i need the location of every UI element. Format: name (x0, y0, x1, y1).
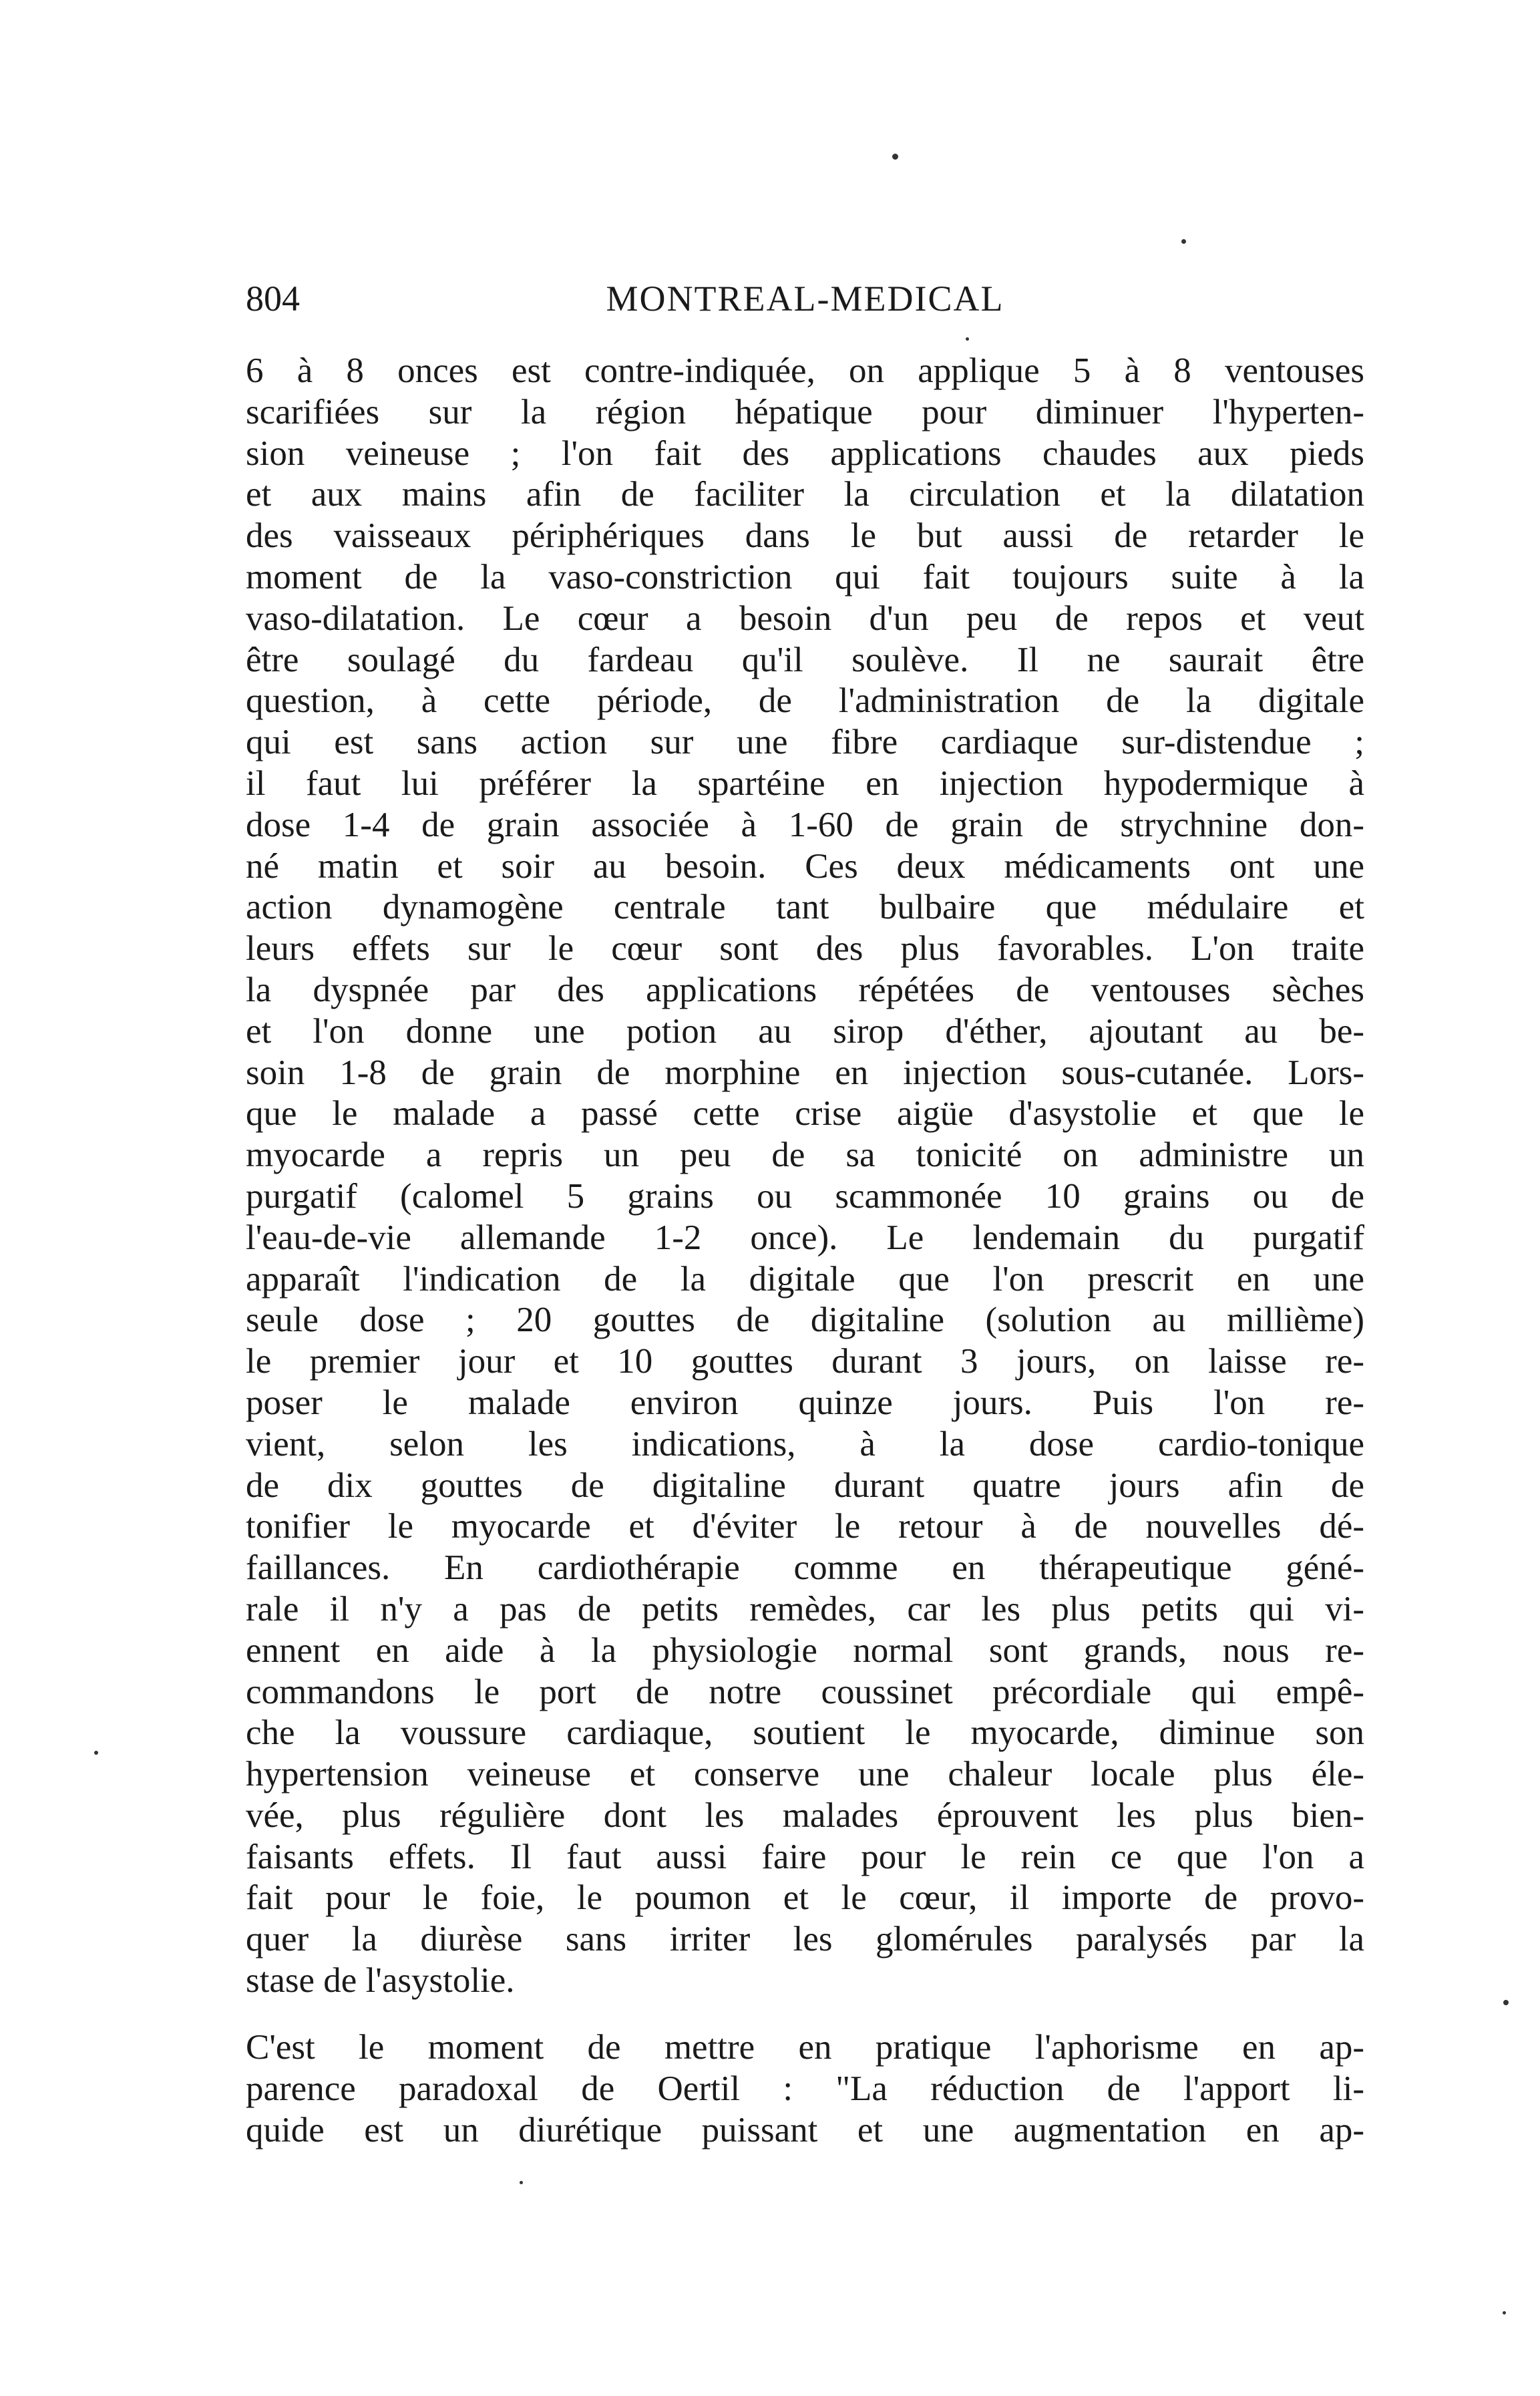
text-line: quide est un diurétique puissant et une augmentation en ap- (246, 2110, 1364, 2150)
paragraph-2 (246, 2027, 1364, 2151)
text-line: vaso-dilatation. Le cœur a besoin d'un peu de repos et veut (246, 598, 1364, 638)
text-line: C'est le moment de mettre en pratique l'aphorisme en ap- (246, 2028, 1364, 2067)
text-line: vée, plus régulière dont les malades éprouvent les plus bien- (246, 1795, 1364, 1835)
text-line: hypertension veineuse et conserve une chaleur locale plus éle- (246, 1755, 1364, 1794)
text-line: être soulagé du fardeau qu'il soulève. Il ne saurait être (246, 640, 1364, 679)
text-line: purgatif (calomel 5 grains ou scammonée 10 grains ou de (246, 1176, 1364, 1216)
text-line: rale il n'y a pas de petits remèdes, car les plus petits qui vi- (246, 1589, 1364, 1629)
scan-speck (94, 1751, 98, 1755)
text-line: tonifier le myocarde et d'éviter le retour à de nouvelles dé- (246, 1507, 1364, 1546)
text-line: de dix gouttes de digitaline durant quatre jours afin de (246, 1466, 1364, 1505)
text-line: fait pour le foie, le poumon et le cœur, il importe de provo- (246, 1878, 1364, 1918)
text-line: le premier jour et 10 gouttes durant 3 jours, on laisse re- (246, 1342, 1364, 1381)
scan-speck (892, 154, 898, 160)
page-number: 804 (246, 279, 300, 319)
scan-speck (1181, 239, 1186, 244)
text-line: apparaît l'indication de la digitale que l'on prescrit en une (246, 1259, 1364, 1299)
text-line: commandons le port de notre coussinet précordiale qui empê- (246, 1672, 1364, 1711)
text-line: leurs effets sur le cœur sont des plus favorables. L'on traite (246, 929, 1364, 969)
text-line: faillances. En cardiothérapie comme en thérapeutique géné- (246, 1548, 1364, 1588)
text-line: et l'on donne une potion au sirop d'éther, ajoutant au be- (246, 1011, 1364, 1051)
text-line: poser le malade environ quinze jours. Puis l'on re- (246, 1383, 1364, 1422)
running-title: MONTREAL-MEDICAL (606, 279, 1004, 319)
text-line: action dynamogène centrale tant bulbaire que médulaire et (246, 888, 1364, 927)
text-line: sion veineuse ; l'on fait des applications chaudes aux pieds (246, 434, 1364, 473)
text-line: scarifiées sur la région hépatique pour diminuer l'hyperten- (246, 392, 1364, 432)
scan-speck (520, 2181, 523, 2184)
text-line: la dyspnée par des applications répétées de ventouses sèches (246, 970, 1364, 1009)
text-line: que le malade a passé cette crise aigüe d'asystolie et que le (246, 1094, 1364, 1134)
text-line: né matin et soir au besoin. Ces deux médicaments ont une (246, 846, 1364, 886)
text-line: il faut lui préférer la spartéine en injection hypodermique à (246, 763, 1364, 803)
text-line: quer la diurèse sans irriter les glomérules paralysés par la (246, 1920, 1364, 1959)
text-line: et aux mains afin de faciliter la circulation et la dilatation (246, 475, 1364, 514)
scan-speck (1503, 2000, 1509, 2005)
scan-speck (966, 337, 969, 341)
text-line: parence paradoxal de Oertil : "La réduction de l'apport li- (246, 2069, 1364, 2108)
text-line: faisants effets. Il faut aussi faire pour le rein ce que l'on a (246, 1837, 1364, 1876)
text-line: question, à cette période, de l'administration de la digitale (246, 681, 1364, 721)
text-line: seule dose ; 20 gouttes de digitaline (solution au millième) (246, 1301, 1364, 1340)
text-line: myocarde a repris un peu de sa tonicité on administre un (246, 1136, 1364, 1175)
text-line: 6 à 8 onces est contre-indiquée, on applique 5 à 8 ventouses (246, 351, 1364, 390)
text-line: dose 1-4 de grain associée à 1-60 de grain de strychnine don- (246, 805, 1364, 844)
scan-speck (1503, 2311, 1506, 2315)
page-header (246, 269, 1364, 329)
text-line: des vaisseaux périphériques dans le but aussi de retarder le (246, 516, 1364, 556)
paragraph-1 (246, 351, 1364, 2002)
text-line: qui est sans action sur une fibre cardiaque sur-distendue ; (246, 723, 1364, 762)
text-line: l'eau-de-vie allemande 1-2 once). Le lendemain du purgatif (246, 1218, 1364, 1257)
text-line: che la voussure cardiaque, soutient le myocarde, diminue son (246, 1713, 1364, 1753)
text-line: ennent en aide à la physiologie normal sont grands, nous re- (246, 1631, 1364, 1670)
text-line: moment de la vaso-constriction qui fait toujours suite à la (246, 557, 1364, 596)
text-line: vient, selon les indications, à la dose cardio-tonique (246, 1424, 1364, 1464)
text-line: stase de l'asystolie. (246, 1961, 515, 2001)
text-line: soin 1-8 de grain de morphine en injection sous-cutanée. Lors- (246, 1053, 1364, 1092)
